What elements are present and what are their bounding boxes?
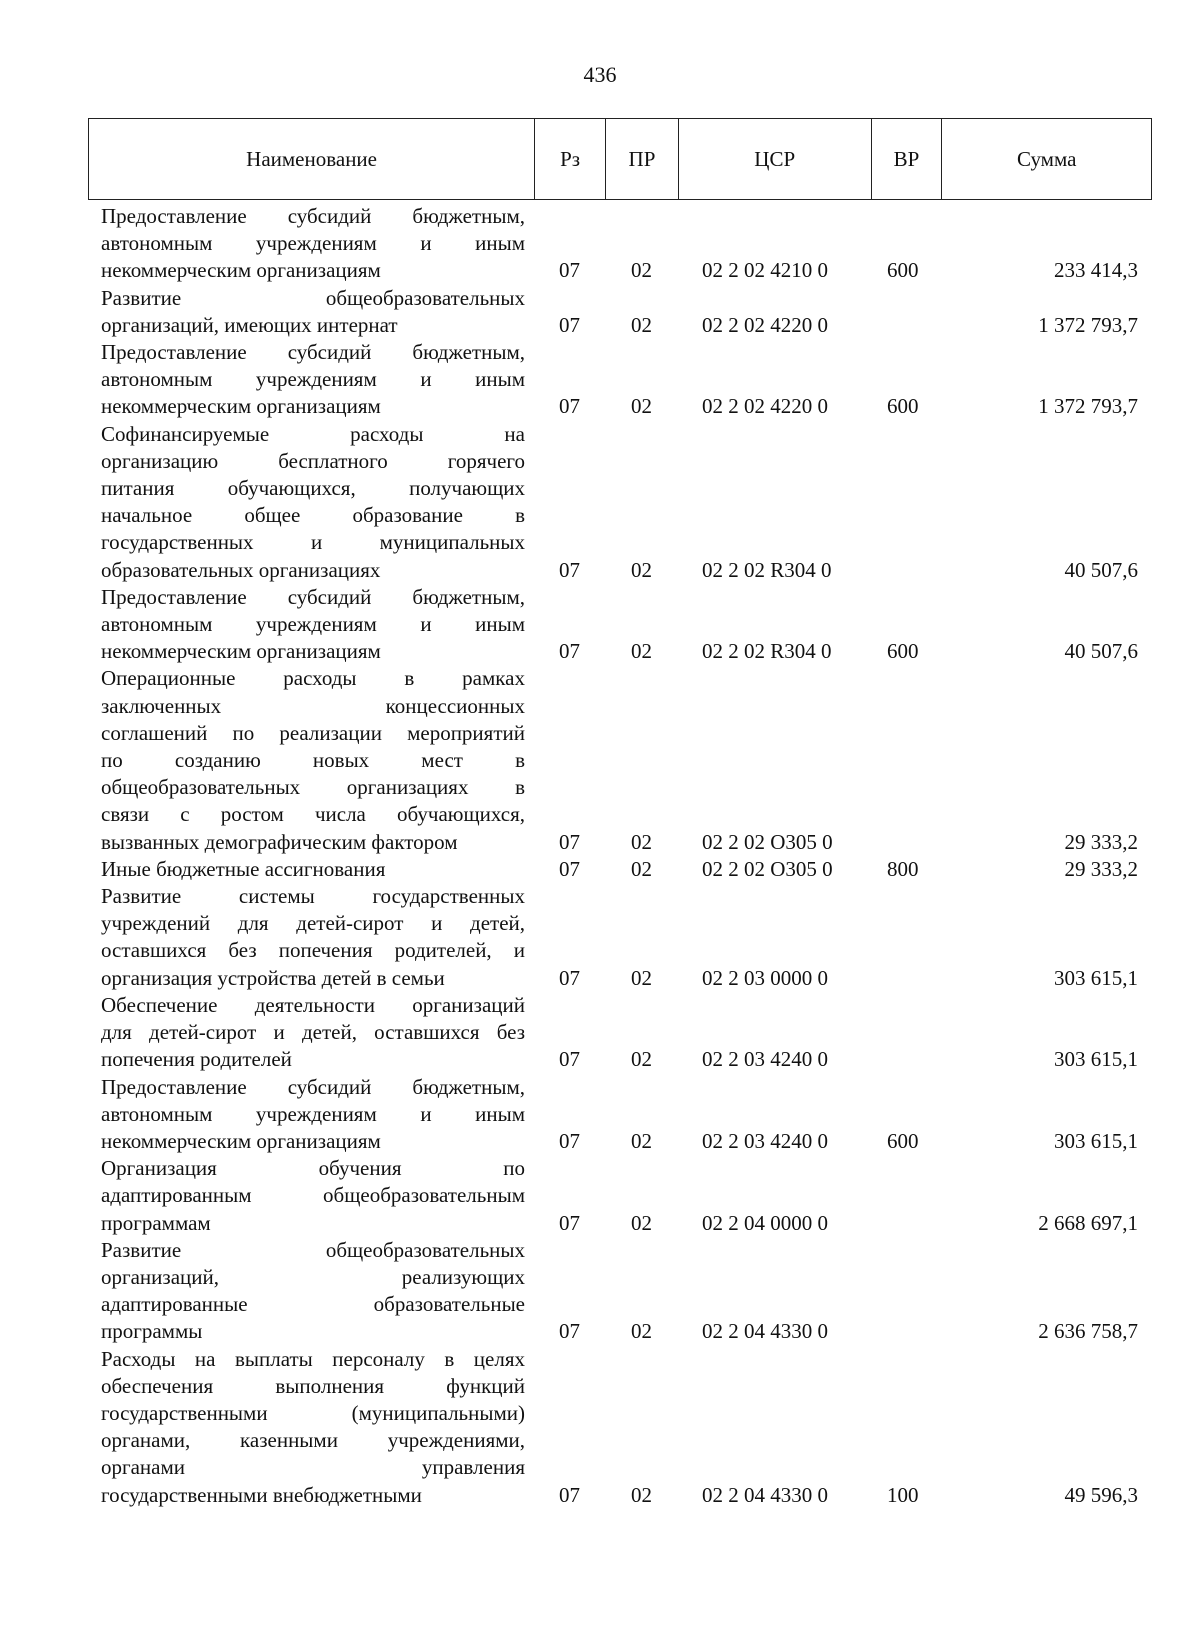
table-row [0,665,1200,855]
row-pr: 02 [631,1210,652,1235]
row-name-line: образовательных организациях [101,557,381,582]
row-rz: 07 [559,258,580,283]
row-sum: 2 636 758,7 [1038,1319,1138,1344]
row-pr: 02 [631,1319,652,1344]
row-name-line: общеобразовательных организациях в [101,775,525,800]
row-name [101,203,525,285]
row-name-line: некоммерческим организациям [101,394,381,419]
table-row [0,856,1200,883]
row-name-line: по созданию новых мест в [101,748,525,773]
table-row [0,1237,1200,1346]
row-name-line: некоммерческим организациям [101,258,381,283]
row-name-line: связи с ростом числа обучающихся, [101,802,525,827]
row-name [101,584,525,666]
row-pr: 02 [631,1128,652,1153]
row-rz: 07 [559,557,580,582]
row-sum: 1 372 793,7 [1038,394,1138,419]
row-csr: 02 2 04 0000 0 [702,1210,828,1235]
row-sum: 233 414,3 [1054,258,1138,283]
column-header-rz: Рз [535,119,606,199]
column-header-sum: Сумма [1016,146,1077,171]
row-pr: 02 [631,258,652,283]
row-name-line: государственными внебюджетными [101,1482,422,1507]
row-rz: 07 [559,1047,580,1072]
row-sum: 2 668 697,1 [1038,1210,1138,1235]
row-name-line: Расходы на выплаты персоналу в целях [101,1346,525,1371]
row-pr: 02 [631,856,652,881]
table-row [0,883,1200,992]
row-vr: 600 [887,394,919,419]
table-row [0,1074,1200,1156]
row-name-line: государственных и муниципальных [101,530,525,555]
row-rz: 07 [559,1482,580,1507]
row-rz: 07 [559,312,580,337]
row-name-line: обеспечения выполнения функций [101,1373,525,1398]
row-name-line: вызванных демографическим фактором [101,829,458,854]
table-header [88,118,1152,200]
row-csr: 02 2 02 4220 0 [702,312,828,337]
row-csr: 02 2 03 4240 0 [702,1128,828,1153]
row-name-line: адаптированным общеобразовательным [101,1183,525,1208]
table-row [0,584,1200,666]
row-name-line: питания обучающихся, получающих [101,476,525,501]
row-sum: 29 333,2 [1064,829,1138,854]
row-name [101,856,525,883]
row-name-line: некоммерческим организациям [101,639,381,664]
row-pr: 02 [631,557,652,582]
row-csr: 02 2 02 R304 0 [702,557,832,582]
row-csr: 02 2 04 4330 0 [702,1482,828,1507]
row-pr: 02 [631,965,652,990]
row-name-line: программам [101,1210,211,1235]
row-name-line: организация устройства детей в семьи [101,965,445,990]
row-name-line: органами управления [101,1455,525,1480]
row-name-line: Предоставление субсидий бюджетным, [101,584,525,609]
row-name-line: автономным учреждениям и иным [101,231,525,256]
row-sum: 1 372 793,7 [1038,312,1138,337]
row-name-line: Предоставление субсидий бюджетным, [101,1074,525,1099]
row-sum: 40 507,6 [1064,639,1138,664]
row-sum: 29 333,2 [1064,856,1138,881]
row-vr: 600 [887,639,919,664]
row-name-line: Предоставление субсидий бюджетным, [101,340,525,365]
table-row [0,992,1200,1074]
row-pr: 02 [631,312,652,337]
row-name-line: соглашений по реализации мероприятий [101,720,525,745]
row-sum: 49 596,3 [1064,1482,1138,1507]
row-name-line: органами, казенными учреждениями, [101,1428,525,1453]
row-name-line: адаптированные образовательные [101,1292,525,1317]
row-name [101,1074,525,1156]
row-rz: 07 [559,394,580,419]
table-body [0,203,1200,1509]
row-name-line: Организация обучения по [101,1156,525,1181]
row-name [101,285,525,339]
row-name-line: автономным учреждениям и иным [101,612,525,637]
row-rz: 07 [559,1319,580,1344]
row-name-line: государственными (муниципальными) [101,1400,525,1425]
row-name [101,665,525,855]
row-name-line: Иные бюджетные ассигнования [101,856,386,881]
column-header-vr: ВР [872,119,943,199]
table-row [0,285,1200,339]
row-name [101,1155,525,1237]
row-csr: 02 2 03 4240 0 [702,1047,828,1072]
row-pr: 02 [631,1047,652,1072]
row-csr: 02 2 02 4210 0 [702,258,828,283]
row-name [101,992,525,1074]
row-csr: 02 2 02 О305 0 [702,856,833,881]
row-name [101,1237,525,1346]
table-row [0,1155,1200,1237]
row-pr: 02 [631,1482,652,1507]
row-name [101,883,525,992]
table-row [0,421,1200,584]
row-sum: 303 615,1 [1054,1047,1138,1072]
row-name-line: организаций, имеющих интернат [101,312,398,337]
row-name-line: Развитие общеобразовательных [101,1237,525,1262]
row-csr: 02 2 02 4220 0 [702,394,828,419]
row-name-line: организаций, реализующих [101,1264,525,1289]
row-name-line: автономным учреждениям и иным [101,367,525,392]
row-name [101,1346,525,1509]
row-vr: 600 [887,1128,919,1153]
table-row [0,1346,1200,1509]
page-number: 436 [583,62,617,87]
row-rz: 07 [559,639,580,664]
row-name-line: Операционные расходы в рамках [101,666,525,691]
row-vr: 800 [887,856,919,881]
row-csr: 02 2 02 О305 0 [702,829,833,854]
row-name-line: Развитие общеобразовательных [101,285,525,310]
row-name-line: организацию бесплатного горячего [101,448,525,473]
column-header-name: Наименование [89,119,535,199]
row-name-line: начальное общее образование в [101,503,525,528]
row-sum: 303 615,1 [1054,965,1138,990]
row-name-line: оставшихся без попечения родителей, и [101,938,525,963]
row-pr: 02 [631,829,652,854]
row-sum: 303 615,1 [1054,1128,1138,1153]
row-rz: 07 [559,829,580,854]
table-row [0,339,1200,421]
row-name-line: учреждений для детей-сирот и детей, [101,911,525,936]
row-rz: 07 [559,1210,580,1235]
row-name-line: некоммерческим организациям [101,1128,381,1153]
row-name-line: Обеспечение деятельности организаций [101,992,525,1017]
row-rz: 07 [559,965,580,990]
row-csr: 02 2 04 4330 0 [702,1319,828,1344]
row-vr: 600 [887,258,919,283]
row-name-line: Развитие системы государственных [101,884,525,909]
row-name-line: заключенных концессионных [101,693,525,718]
row-pr: 02 [631,639,652,664]
row-name [101,421,525,584]
table-row [0,203,1200,285]
column-header-csr: ЦСР [679,119,872,199]
row-name-line: автономным учреждениям и иным [101,1101,525,1126]
row-pr: 02 [631,394,652,419]
column-header-pr: ПР [606,119,679,199]
row-rz: 07 [559,856,580,881]
row-csr: 02 2 02 R304 0 [702,639,832,664]
row-name-line: попечения родителей [101,1047,292,1072]
row-vr: 100 [887,1482,919,1507]
row-sum: 40 507,6 [1064,557,1138,582]
row-name-line: для детей-сирот и детей, оставшихся без [101,1020,525,1045]
row-name-line: Софинансируемые расходы на [101,421,525,446]
row-name [101,339,525,421]
row-rz: 07 [559,1128,580,1153]
row-name-line: программы [101,1319,203,1344]
row-csr: 02 2 03 0000 0 [702,965,828,990]
row-name-line: Предоставление субсидий бюджетным, [101,204,525,228]
